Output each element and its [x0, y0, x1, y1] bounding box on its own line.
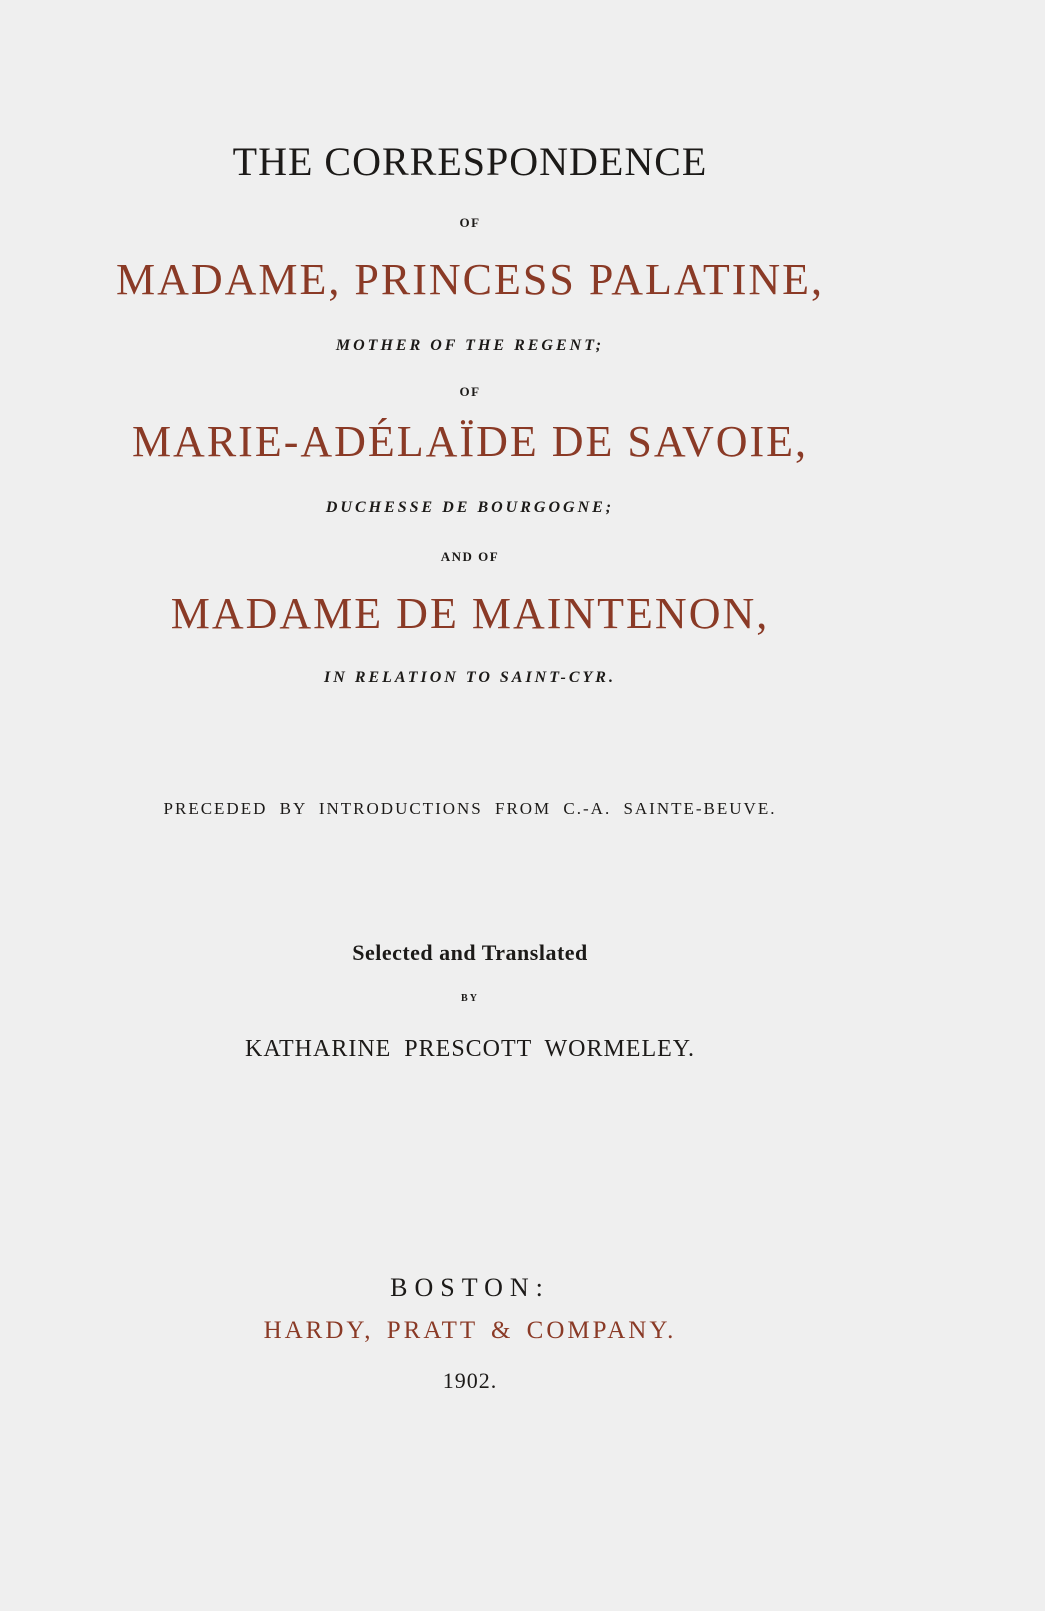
subject-3-description: IN RELATION TO SAINT-CYR. [324, 669, 616, 686]
selected-translated-line: Selected and Translated [352, 940, 588, 965]
publication-city: BOSTON: [390, 1273, 550, 1302]
translator-name: KATHARINE PRESCOTT WORMELEY. [244, 1036, 696, 1062]
of-connector-2: OF [459, 384, 481, 399]
publisher-name: HARDY, PRATT & COMPANY. [263, 1317, 677, 1344]
subject-princess-palatine: MADAME, PRINCESS PALATINE, [115, 255, 825, 304]
preceded-by-line: PRECEDED BY INTRODUCTIONS FROM C.-A. SAINTE-BEUVE. [163, 799, 777, 818]
subject-2-description: DUCHESSE DE BOURGOGNE; [325, 499, 615, 516]
by-line: BY [461, 993, 479, 1004]
book-title: THE CORRESPONDENCE [232, 139, 708, 184]
subject-maintenon: MADAME DE MAINTENON, [170, 589, 770, 638]
and-of-connector: AND OF [440, 549, 500, 564]
subject-1-description: MOTHER OF THE REGENT; [335, 337, 605, 354]
of-connector-1: OF [459, 215, 481, 230]
publication-year: 1902. [442, 1368, 498, 1393]
subject-marie-adelaide: MARIE-ADÉLAÏDE DE SAVOIE, [131, 417, 809, 466]
